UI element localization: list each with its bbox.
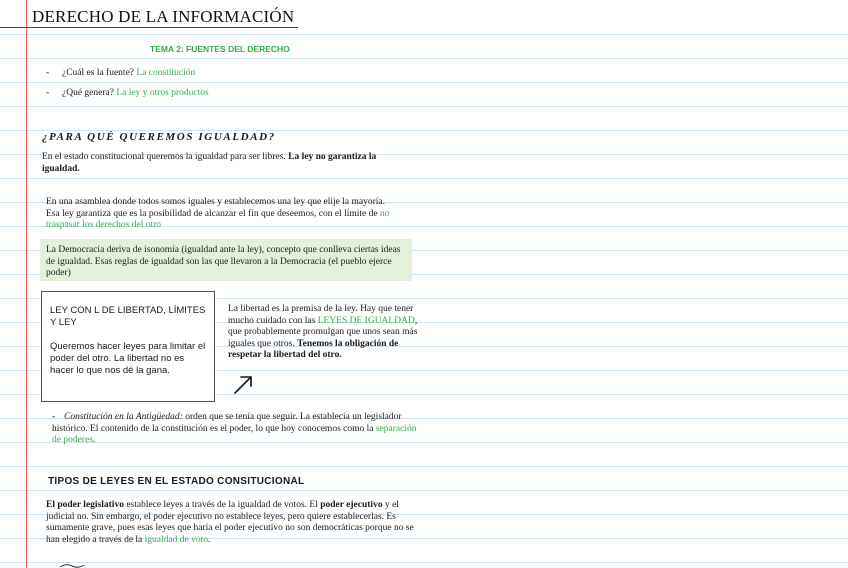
margin-line <box>26 0 27 568</box>
side-note-green: LEYES DE IGUALDAD <box>317 315 415 326</box>
constitucion-text: orden que se tenía que seguir. La establecía un legislador histórico. El contenido de la constitución es el poder, lo que hoy conocemos como la <box>52 412 402 434</box>
paragraph-text: En una asamblea donde todos somos iguales y establecemos una ley que elije la mayoría. Esa ley garantiza que es la posibilidad de alcanzar el fin que deseemos, con el límite de <box>46 197 385 219</box>
section-heading-igualdad: ¿PARA QUÉ QUEREMOS IGUALDAD? <box>42 131 276 143</box>
paragraph-green: igualdad de voto <box>144 534 208 545</box>
highlight-text: La Democracia deriva de isonomía (igualdad ante la ley), concepto que conlleva ciertas ideas de igualdad. Esas reglas de igualdad son las que llevaron a la Democracia (el pueblo ejerce poder) <box>46 245 401 278</box>
bullet-answer: La ley y otros productos <box>116 88 209 98</box>
page-title: DERECHO DE LA INFORMACIÓN <box>32 7 295 26</box>
topic-subtitle: TEMA 2: FUENTES DEL DERECHO <box>150 44 290 54</box>
title-underline <box>0 27 298 28</box>
constitucion-italic: Constitución en la Antigüedad: <box>64 412 183 422</box>
paragraph-asamblea <box>46 197 398 232</box>
side-note <box>228 304 418 362</box>
constitucion-end: . <box>92 435 96 445</box>
paragraph-libertad <box>42 152 402 175</box>
ley-box-title: LEY CON L DE LIBERTAD, LÍMITES Y LEY <box>50 305 206 328</box>
bullet-item <box>46 68 195 78</box>
ley-box <box>41 291 215 402</box>
bullet-question: ¿Qué genera? <box>62 88 114 98</box>
paragraph-end: . <box>207 534 211 545</box>
constitucion-item <box>52 412 424 447</box>
bullet-dash: - <box>46 88 50 98</box>
side-note-text-2: , que probablemente promulgan que unos sean más iguales que otros. <box>228 315 418 349</box>
paragraph-text-1: establece leyes a través de la igualdad de votos. El <box>126 500 318 510</box>
ley-box-body: Queremos hacer leyes para limitar el poder del otro. La libertad no es hacer lo que nos dé la gana. <box>50 341 206 376</box>
paragraph-green: no traspasar los derechos del otro <box>46 208 390 230</box>
bullet-question: ¿Cuál es la fuente? <box>62 68 135 78</box>
bullet-item <box>46 88 209 98</box>
constitucion-green: separación de poderes <box>52 423 417 445</box>
bullet-dash: - <box>46 68 50 78</box>
ink-mark <box>58 561 108 568</box>
arrow-icon <box>232 372 256 396</box>
bullet-answer: La constitución <box>136 68 196 78</box>
paragraph-tipos <box>46 500 416 546</box>
side-note-text: La libertad es la premisa de la ley. Hay que tener mucho cuidado con las <box>228 304 414 326</box>
paragraph-text: En el estado constitucional queremos la igualdad para ser libres. <box>42 152 286 162</box>
paragraph-text-2: y el judicial no. Sin embargo, el poder ejecutivo no establece leyes, pero quiere establecerlas. Es sumamente grave, pues esas leyes que haría el poder ejecutivo no son democráticas porque no se han elegido a través de la <box>46 500 414 545</box>
bullet-dash: - <box>52 412 56 422</box>
side-note-bold: Tenemos la obligación de respetar la libertad del otro. <box>228 338 399 360</box>
section-heading-tipos: TIPOS DE LEYES EN EL ESTADO CONSITUCIONAL <box>48 476 305 487</box>
paragraph-bold-1: El poder legislativo <box>46 500 124 510</box>
paragraph-bold-2: poder ejecutivo <box>320 500 383 510</box>
paragraph-bold: La ley no garantiza la igualdad. <box>42 152 377 174</box>
